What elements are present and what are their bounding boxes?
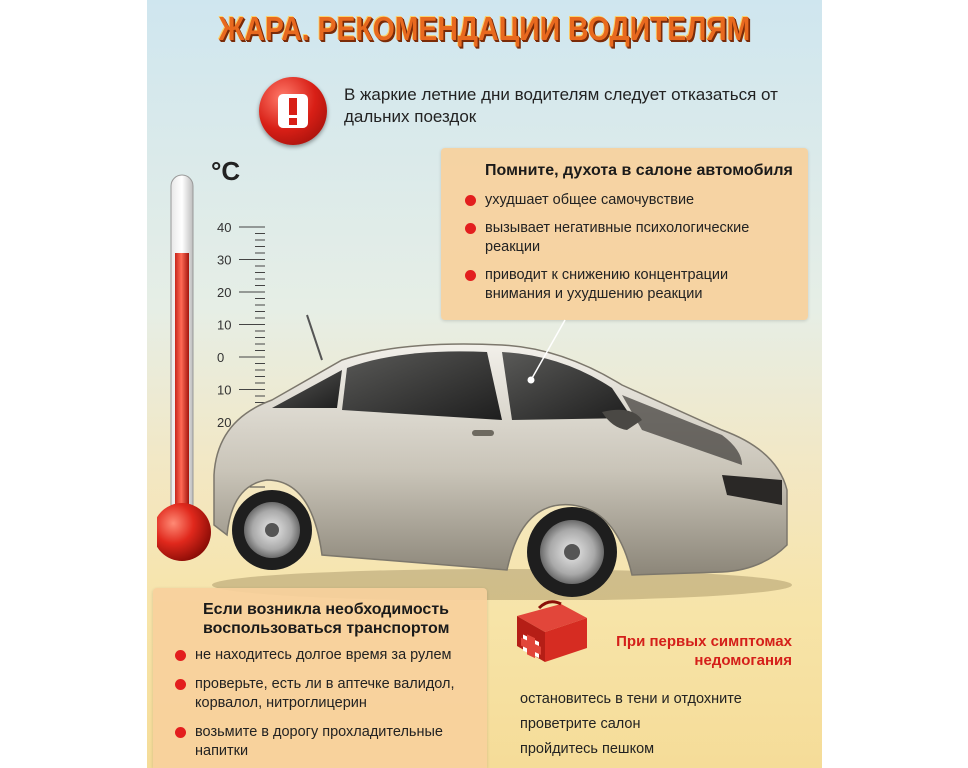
scale-label: 10 <box>217 382 232 398</box>
scale-label: 0 <box>217 350 225 365</box>
infographic-poster <box>147 0 822 768</box>
bullet-icon <box>175 679 186 690</box>
list-item: проветрите салон <box>520 716 641 732</box>
celsius-unit: °C <box>211 156 241 186</box>
scale-label: 10 <box>217 317 232 333</box>
callout-line <box>527 318 567 388</box>
mercury-column <box>175 253 189 520</box>
car-illustration <box>202 300 802 600</box>
poster-title: ЖАРА. РЕКОМЕНДАЦИИ ВОДИТЕЛЯМ <box>218 10 751 47</box>
bullet-icon <box>465 270 476 281</box>
transport-panel <box>153 588 487 768</box>
stuffiness-heading: Помните, духота в салоне автомобиля <box>485 162 793 179</box>
warning-text: В жаркие летние дни водителям следует отказаться от дальних поездок <box>344 85 778 126</box>
bullet-icon <box>175 727 186 738</box>
bullet-icon <box>465 195 476 206</box>
stuffiness-panel <box>441 148 808 320</box>
symptoms-list <box>520 690 810 765</box>
scale-label: 20 <box>217 285 232 300</box>
list-item: возьмите в дорогу прохладительные напитки <box>171 723 481 761</box>
transport-heading: Если возникла необходимость воспользоваться транспортом <box>203 601 450 637</box>
list-item: не находитесь долгое время за рулем <box>171 646 481 665</box>
list-item: вызывает негативные психологические реакции <box>461 219 796 257</box>
list-item: приводит к снижению концентрации внимания и ухудшению реакции <box>461 266 796 304</box>
scale-label: 40 <box>217 220 232 235</box>
list-item: остановитесь в тени и отдохните <box>520 691 742 707</box>
exclamation-icon <box>259 77 327 145</box>
symptoms-heading: При первых симптомах недомогания <box>616 633 792 669</box>
list-item: ухудшает общее самочувствие <box>461 191 796 210</box>
scale-label: 30 <box>217 252 232 268</box>
first-aid-kit-icon <box>509 596 591 666</box>
list-item: пройдитесь пешком <box>520 741 655 757</box>
bullet-icon <box>465 223 476 234</box>
bullet-icon <box>175 650 186 661</box>
list-item: проверьте, есть ли в аптечке валидол, корвалол, нитроглицерин <box>171 675 481 713</box>
scale-label: 20 <box>217 415 232 430</box>
